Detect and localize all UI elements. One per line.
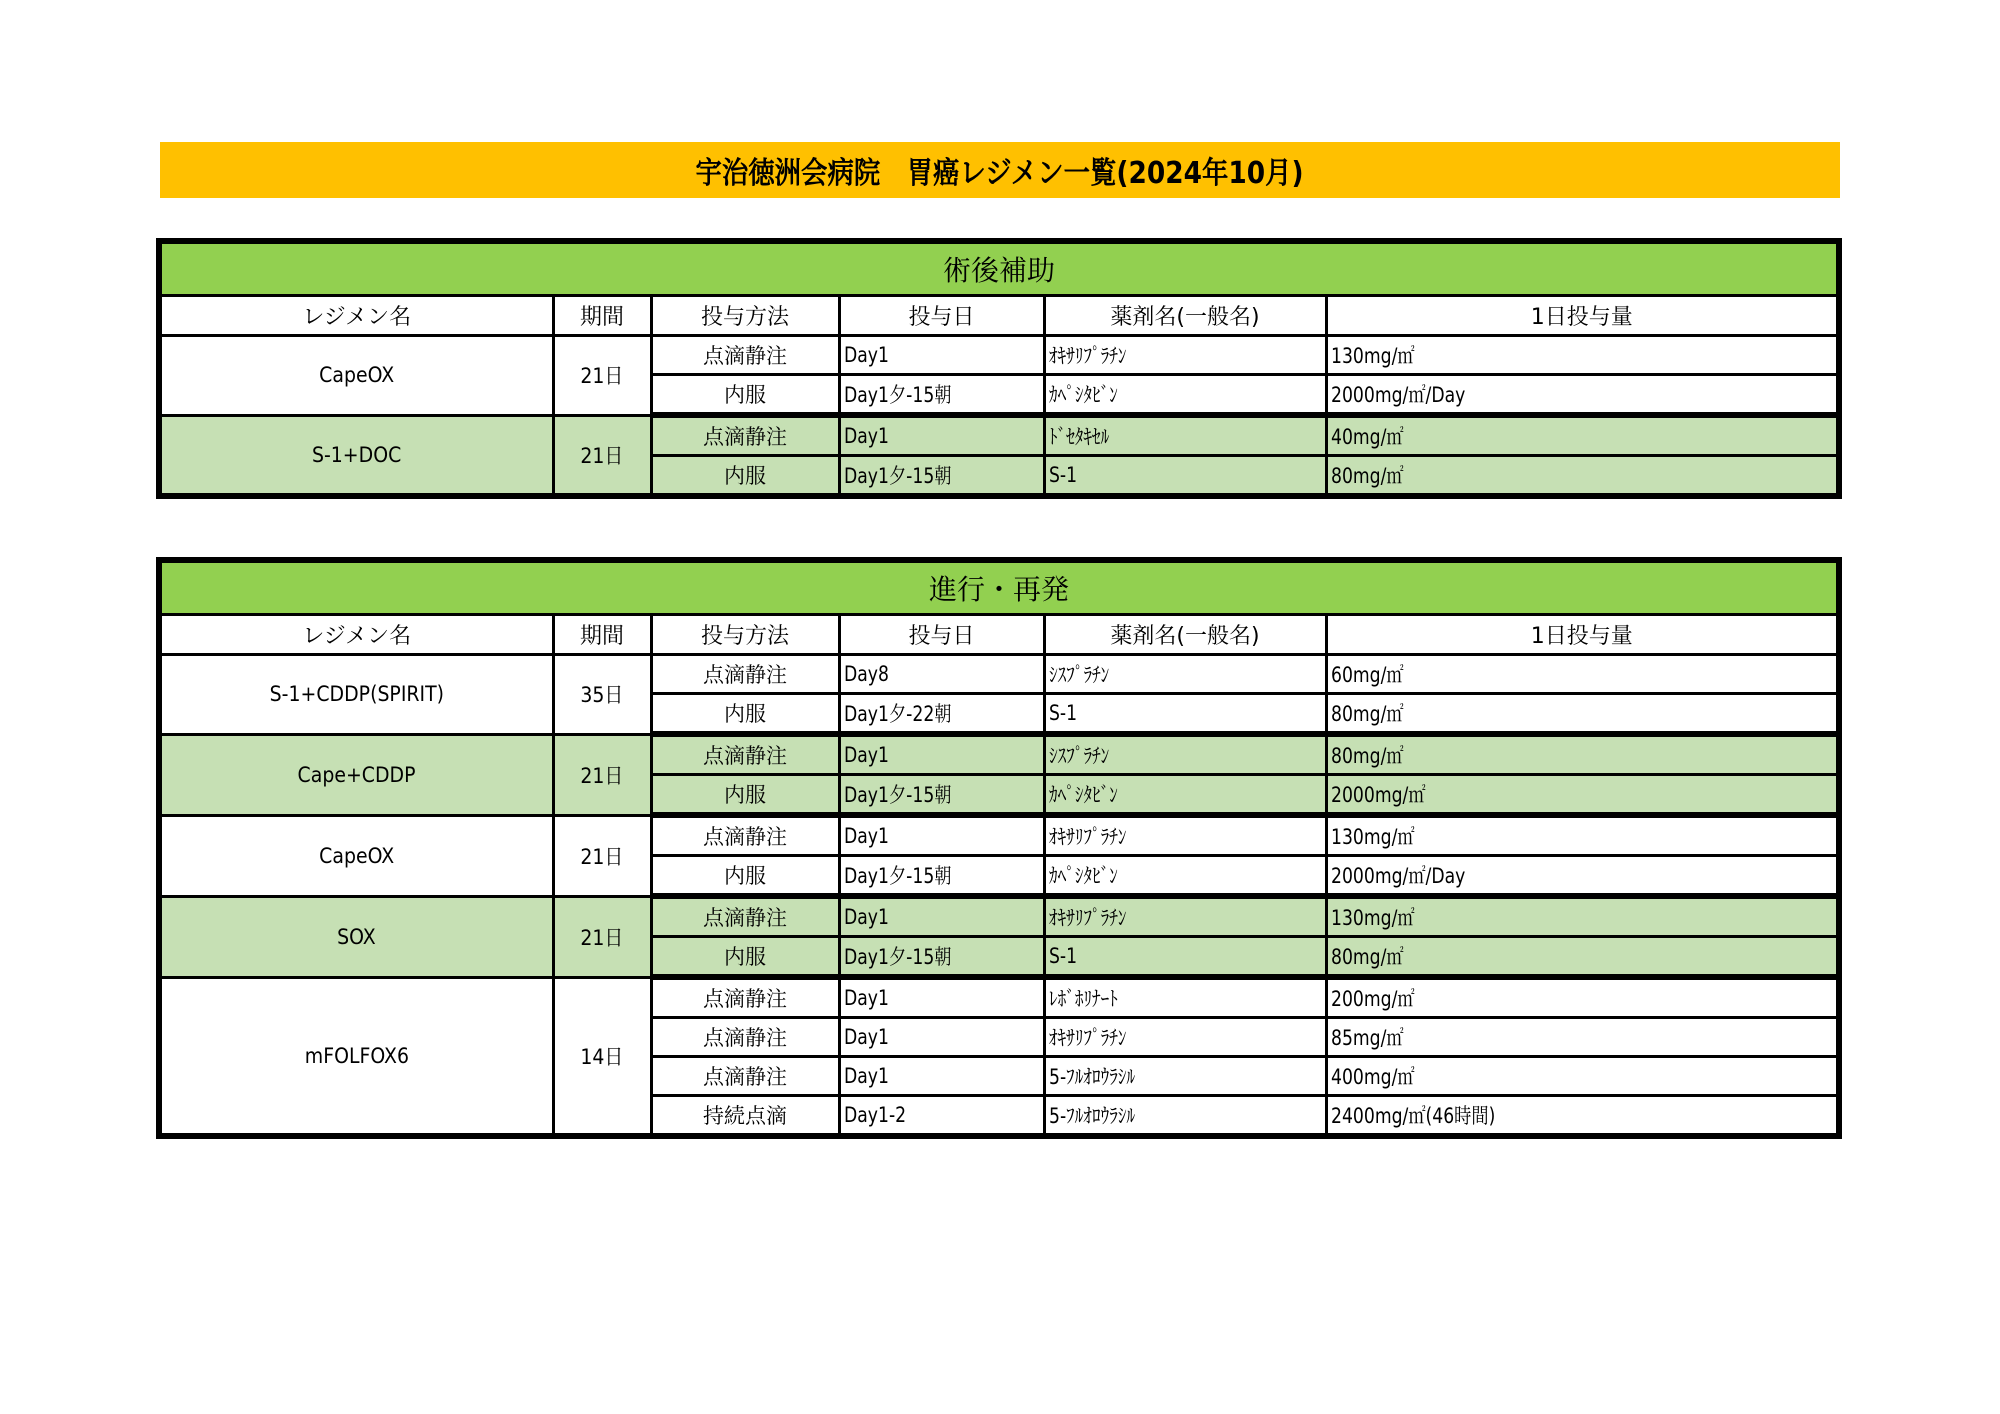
drug-cell: 5-ﾌﾙｵﾛｳﾗｼﾙ (1044, 1096, 1326, 1137)
regimen-name: CapeOX (159, 815, 553, 896)
dose-cell: 40mg/㎡ (1326, 415, 1839, 456)
method-cell: 点滴静注 (651, 977, 839, 1018)
day-cell: Day1 (839, 734, 1044, 775)
table-row (159, 977, 1839, 1018)
method-cell: 点滴静注 (651, 1018, 839, 1057)
method-cell: 点滴静注 (651, 336, 839, 375)
method-cell: 持続点滴 (651, 1096, 839, 1137)
day-cell: Day1 (839, 977, 1044, 1018)
drug-cell: 5-ﾌﾙｵﾛｳﾗｼﾙ (1044, 1057, 1326, 1096)
day-cell: Day8 (839, 655, 1044, 694)
day-cell: Day1夕-15朝 (839, 375, 1044, 416)
method-cell: 点滴静注 (651, 655, 839, 694)
column-header-method: 投与方法 (651, 296, 839, 336)
method-cell: 内服 (651, 937, 839, 978)
title-banner (160, 142, 1840, 198)
regimen-name: S-1+DOC (159, 415, 553, 496)
regimen-period: 21日 (553, 896, 651, 977)
day-cell: Day1 (839, 1018, 1044, 1057)
drug-cell: S-1 (1044, 937, 1326, 978)
table-row (159, 415, 1839, 456)
column-header-dose: 1日投与量 (1326, 296, 1839, 336)
regimen-name: S-1+CDDP(SPIRIT) (159, 655, 553, 735)
day-cell: Day1 (839, 415, 1044, 456)
drug-cell: ｶﾍﾟｼﾀﾋﾞﾝ (1044, 775, 1326, 816)
drug-cell: ｶﾍﾟｼﾀﾋﾞﾝ (1044, 856, 1326, 897)
column-header-day: 投与日 (839, 615, 1044, 655)
day-cell: Day1夕-15朝 (839, 856, 1044, 897)
drug-cell: ｼｽﾌﾟﾗﾁﾝ (1044, 734, 1326, 775)
regimen-name: CapeOX (159, 336, 553, 416)
drug-cell: ｵｷｻﾘﾌﾟﾗﾁﾝ (1044, 815, 1326, 856)
regimen-period: 14日 (553, 977, 651, 1136)
day-cell: Day1夕-22朝 (839, 694, 1044, 735)
day-cell: Day1 (839, 815, 1044, 856)
drug-cell: ｼｽﾌﾟﾗﾁﾝ (1044, 655, 1326, 694)
drug-cell: S-1 (1044, 456, 1326, 497)
day-cell: Day1 (839, 896, 1044, 937)
drug-cell: S-1 (1044, 694, 1326, 735)
column-header-dose: 1日投与量 (1326, 615, 1839, 655)
section-title: 進行・再発 (159, 560, 1839, 615)
column-header-day: 投与日 (839, 296, 1044, 336)
dose-cell: 2000mg/㎡/Day (1326, 856, 1839, 897)
table-row (159, 336, 1839, 375)
regimen-name: SOX (159, 896, 553, 977)
method-cell: 内服 (651, 456, 839, 497)
day-cell: Day1 (839, 1057, 1044, 1096)
drug-cell: ｵｷｻﾘﾌﾟﾗﾁﾝ (1044, 1018, 1326, 1057)
adjuvant-regimen-table (156, 238, 1842, 499)
column-header-regimen-name: レジメン名 (159, 296, 553, 336)
method-cell: 内服 (651, 694, 839, 735)
regimen-period: 21日 (553, 734, 651, 815)
method-cell: 点滴静注 (651, 815, 839, 856)
regimen-period: 21日 (553, 415, 651, 496)
method-cell: 点滴静注 (651, 415, 839, 456)
regimen-name: mFOLFOX6 (159, 977, 553, 1136)
table-row (159, 734, 1839, 775)
dose-cell: 80mg/㎡ (1326, 456, 1839, 497)
dose-cell: 130mg/㎡ (1326, 896, 1839, 937)
method-cell: 内服 (651, 375, 839, 416)
day-cell: Day1夕-15朝 (839, 456, 1044, 497)
regimen-name: Cape+CDDP (159, 734, 553, 815)
method-cell: 点滴静注 (651, 734, 839, 775)
dose-cell: 130mg/㎡ (1326, 336, 1839, 375)
drug-cell: ﾄﾞｾﾀｷｾﾙ (1044, 415, 1326, 456)
column-header-drug: 薬剤名(一般名) (1044, 615, 1326, 655)
method-cell: 内服 (651, 775, 839, 816)
section-title: 術後補助 (159, 241, 1839, 296)
day-cell: Day1夕-15朝 (839, 775, 1044, 816)
dose-cell: 400mg/㎡ (1326, 1057, 1839, 1096)
method-cell: 点滴静注 (651, 896, 839, 937)
dose-cell: 60mg/㎡ (1326, 655, 1839, 694)
column-header-period: 期間 (553, 296, 651, 336)
column-header-method: 投与方法 (651, 615, 839, 655)
drug-cell: ﾚﾎﾞﾎﾘﾅｰﾄ (1044, 977, 1326, 1018)
drug-cell: ｵｷｻﾘﾌﾟﾗﾁﾝ (1044, 336, 1326, 375)
regimen-period: 21日 (553, 815, 651, 896)
column-header-drug: 薬剤名(一般名) (1044, 296, 1326, 336)
advanced-recurrent-regimen-table (156, 557, 1842, 1139)
method-cell: 点滴静注 (651, 1057, 839, 1096)
column-header-regimen-name: レジメン名 (159, 615, 553, 655)
table-row (159, 896, 1839, 937)
dose-cell: 80mg/㎡ (1326, 694, 1839, 735)
table-row (159, 815, 1839, 856)
regimen-period: 21日 (553, 336, 651, 416)
dose-cell: 2000mg/㎡/Day (1326, 375, 1839, 416)
day-cell: Day1-2 (839, 1096, 1044, 1137)
dose-cell: 200mg/㎡ (1326, 977, 1839, 1018)
dose-cell: 80mg/㎡ (1326, 734, 1839, 775)
drug-cell: ｶﾍﾟｼﾀﾋﾞﾝ (1044, 375, 1326, 416)
dose-cell: 2400mg/㎡(46時間) (1326, 1096, 1839, 1137)
regimen-period: 35日 (553, 655, 651, 735)
day-cell: Day1 (839, 336, 1044, 375)
page-title: 宇治徳洲会病院 胃癌レジメン一覧(2024年10月) (695, 156, 1305, 191)
column-header-period: 期間 (553, 615, 651, 655)
method-cell: 内服 (651, 856, 839, 897)
table-row (159, 655, 1839, 694)
dose-cell: 85mg/㎡ (1326, 1018, 1839, 1057)
day-cell: Day1夕-15朝 (839, 937, 1044, 978)
drug-cell: ｵｷｻﾘﾌﾟﾗﾁﾝ (1044, 896, 1326, 937)
dose-cell: 2000mg/㎡ (1326, 775, 1839, 816)
dose-cell: 130mg/㎡ (1326, 815, 1839, 856)
dose-cell: 80mg/㎡ (1326, 937, 1839, 978)
